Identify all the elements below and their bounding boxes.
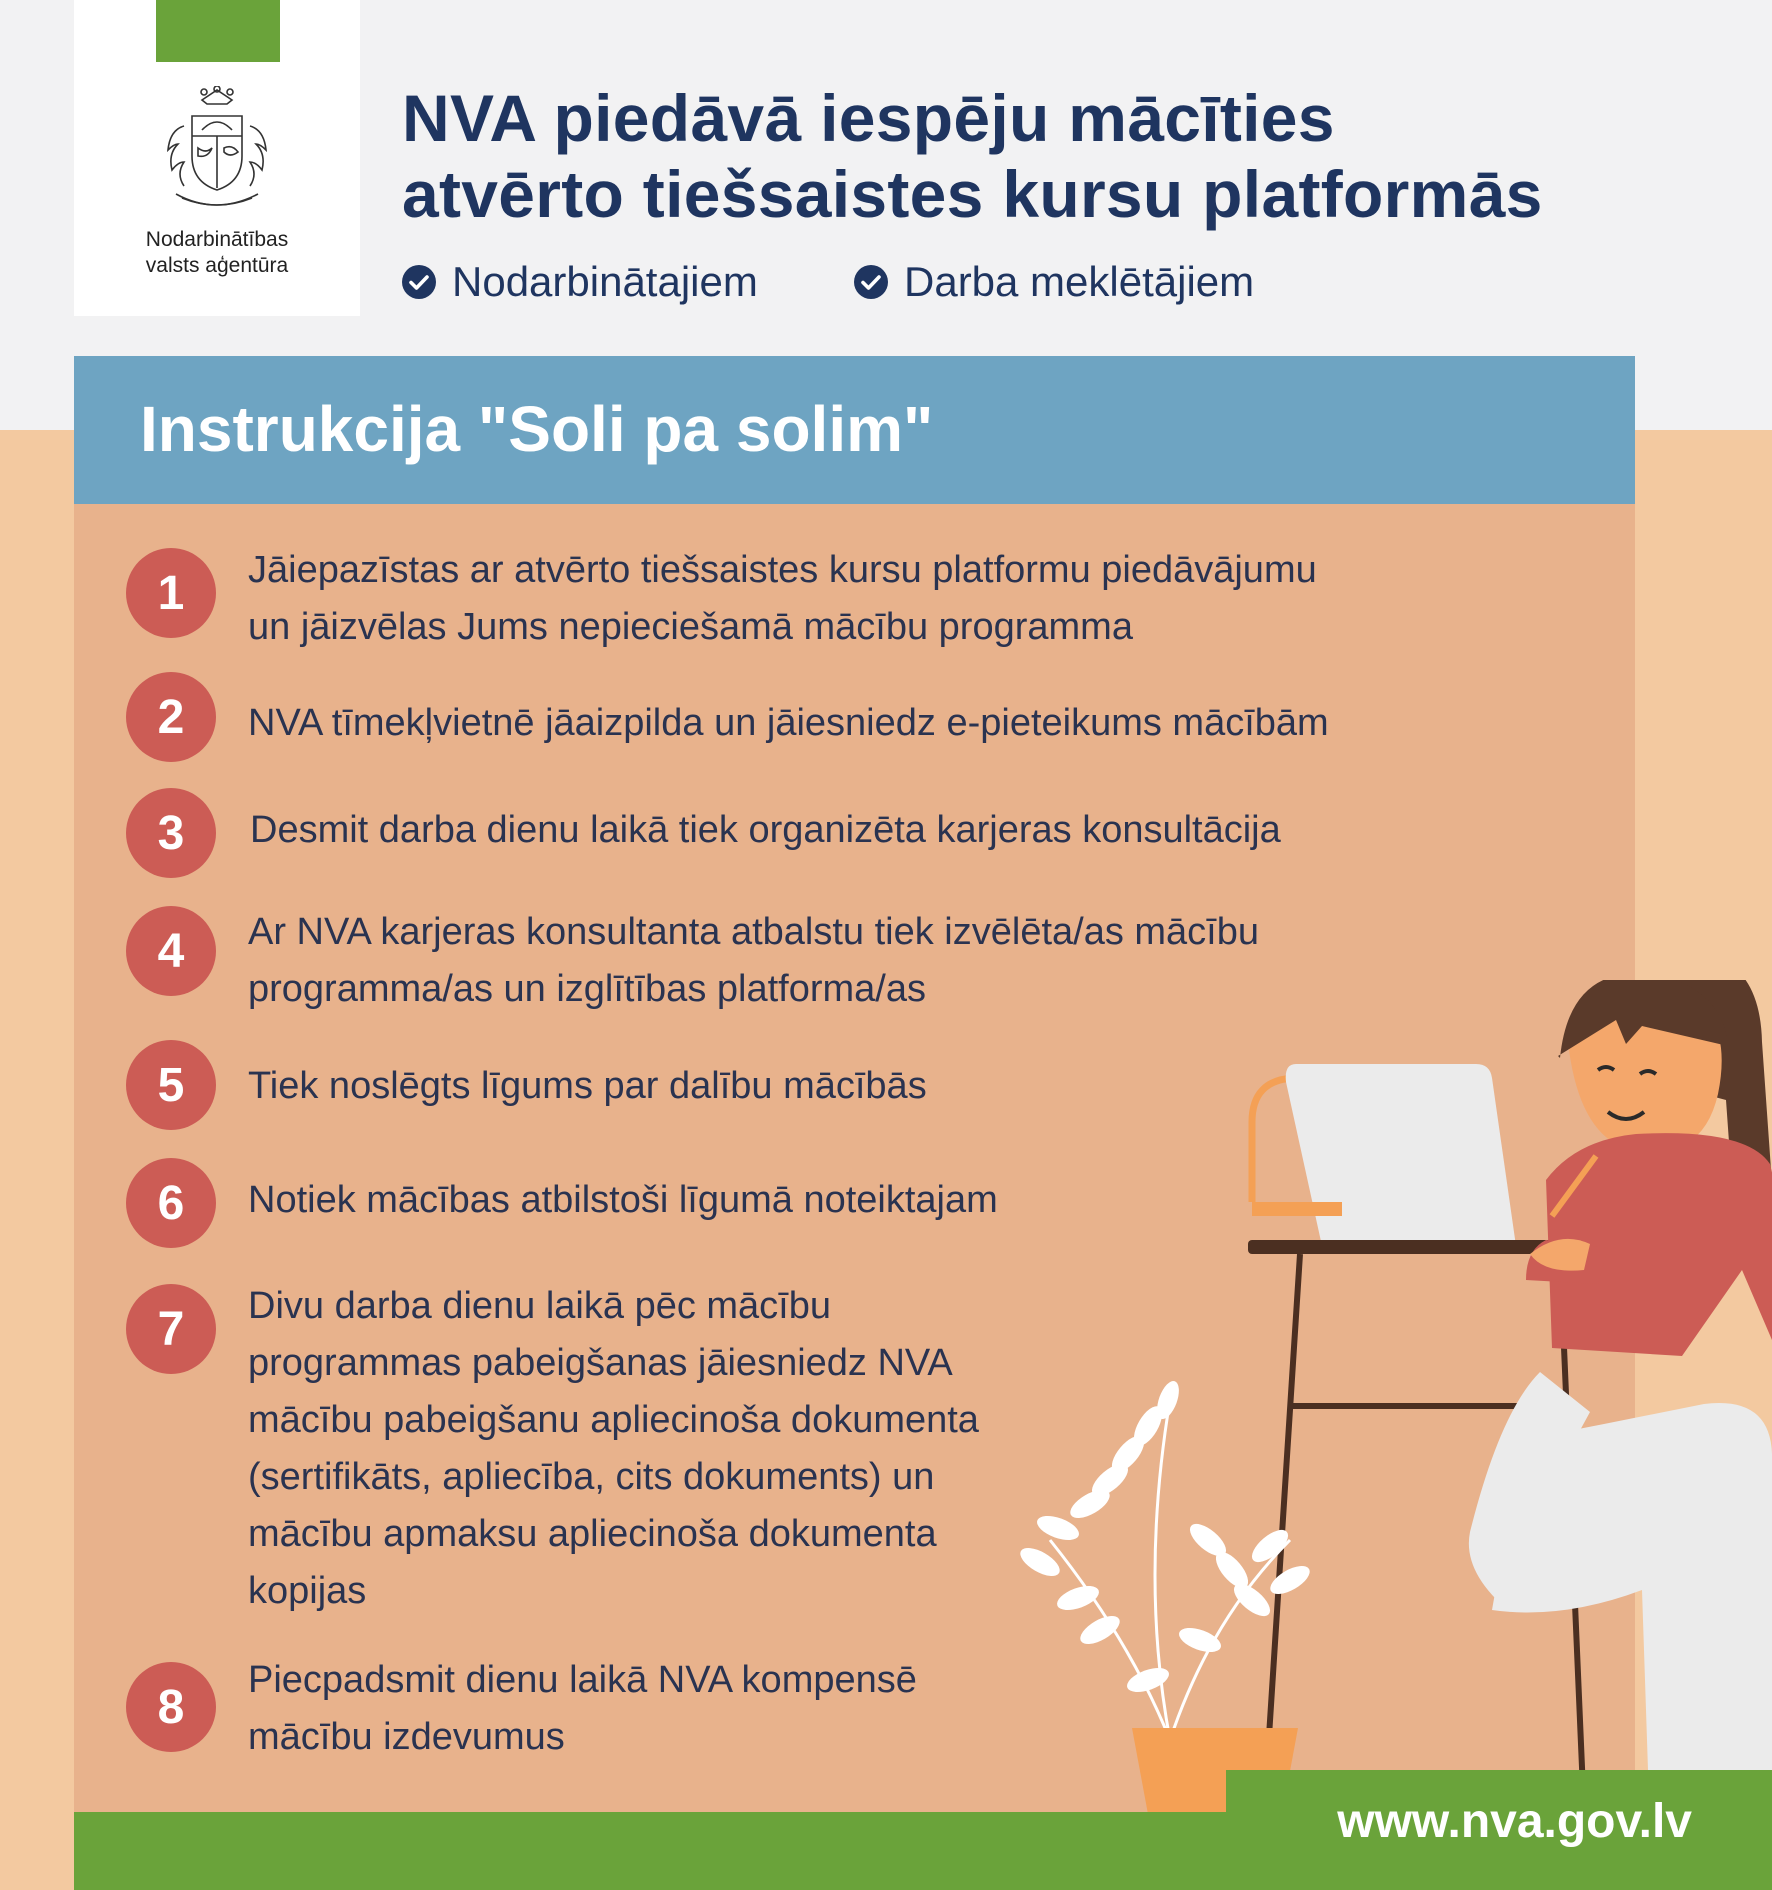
step-number-badge: 1 bbox=[126, 548, 216, 638]
agency-name-line2: valsts aģentūra bbox=[145, 254, 289, 277]
check-circle-icon bbox=[854, 265, 888, 299]
step-number-badge: 3 bbox=[126, 788, 216, 878]
laptop-icon bbox=[1286, 1064, 1516, 1246]
step-number-badge: 2 bbox=[126, 672, 216, 762]
instructions-title: Instrukcija "Soli pa solim" bbox=[140, 393, 934, 465]
step-number-badge: 4 bbox=[126, 906, 216, 996]
step-number-badge: 5 bbox=[126, 1040, 216, 1130]
tag-employed bbox=[402, 258, 758, 306]
main-title-line1: NVA piedāvā iespēju mācīties bbox=[402, 81, 1335, 155]
step-text: Notiek mācības atbilstoši līgumā noteiktajam bbox=[248, 1179, 998, 1221]
woman-studying-illustration bbox=[1000, 980, 1772, 1890]
step-text: Desmit darba dienu laikā tiek organizēta karjeras konsultācija bbox=[250, 809, 1281, 851]
logo-card bbox=[74, 0, 360, 316]
main-title-line2: atvērto tiešsaistes kursu platformās bbox=[402, 157, 1543, 231]
logo-green-tab bbox=[156, 0, 280, 62]
step-text: NVA tīmekļvietnē jāaizpilda un jāiesniedz e-pieteikums mācībām bbox=[248, 702, 1329, 744]
instructions-header bbox=[74, 356, 1635, 504]
website-url[interactable]: www.nva.gov.lv bbox=[1337, 1795, 1692, 1848]
tag-jobseekers bbox=[854, 258, 1254, 306]
tag-employed-label: Nodarbinātajiem bbox=[452, 258, 758, 305]
step-text: Divu darba dienu laikā pēc mācību programmas pabeigšanas jāiesniedz NVA mācību pabeigšanu apliecinoša dokumenta (sertifikāts, apliecība, cits dokuments) un mācību apmaksu apliecinoša dokumenta kopijas bbox=[248, 1285, 979, 1612]
step-text: Tiek noslēgts līgums par dalību mācībās bbox=[248, 1065, 927, 1107]
check-circle-icon bbox=[402, 265, 436, 299]
step-text: Ar NVA karjeras konsultanta atbalstu tiek izvēlēta/as mācību programma/as un izglītības platforma/as bbox=[248, 911, 1260, 1010]
agency-name-line1: Nodarbinātības bbox=[145, 228, 289, 251]
step-text: Piecpadsmit dienu laikā NVA kompensē mācību izdevumus bbox=[248, 1659, 917, 1758]
tag-jobseekers-label: Darba meklētājiem bbox=[904, 258, 1255, 305]
step-number-badge: 7 bbox=[126, 1284, 216, 1374]
footer-url-box bbox=[1226, 1770, 1772, 1890]
step-number-badge: 6 bbox=[126, 1158, 216, 1248]
step-text: Jāiepazīstas ar atvērto tiešsaistes kursu platformu piedāvājumu un jāizvēlas Jums nepieciešamā mācību programma bbox=[248, 549, 1317, 648]
coat-of-arms-icon bbox=[154, 86, 280, 216]
step-number-badge: 8 bbox=[126, 1662, 216, 1752]
